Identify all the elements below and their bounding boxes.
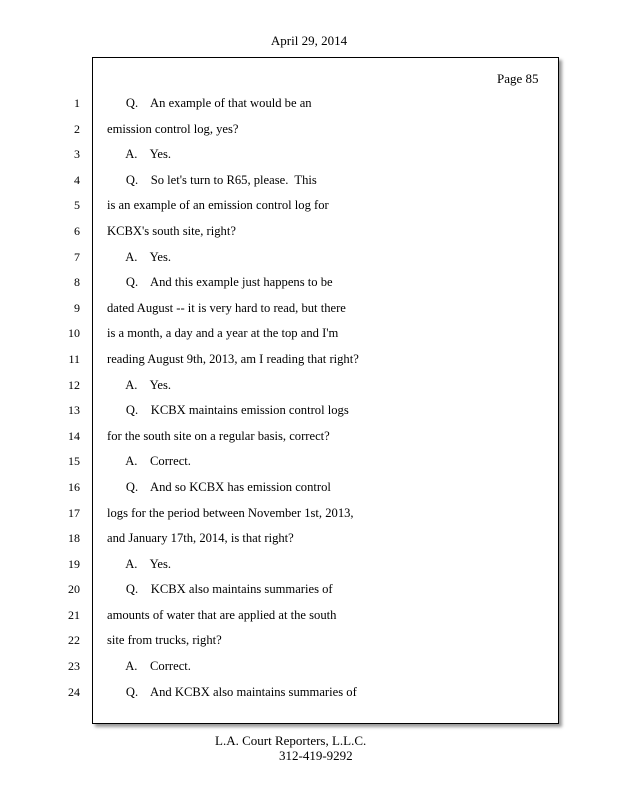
line-number: 11 (68, 351, 80, 366)
transcript-line: Q. And KCBX also maintains summaries of (107, 684, 357, 699)
line-number: 10 (68, 326, 80, 341)
page-number: Page 85 (497, 71, 539, 86)
transcript-line: site from trucks, right? (107, 633, 222, 648)
line-number: 5 (74, 198, 80, 213)
line-number: 17 (68, 505, 80, 520)
line-number: 7 (74, 249, 80, 264)
transcript-line: A. Yes. (107, 556, 172, 571)
line-number: 1 (74, 96, 80, 110)
line-number: 13 (68, 403, 80, 418)
transcript-line: dated August -- it is very hard to read, but there (107, 300, 346, 315)
transcript-line: Q. And this example just happens to be (107, 275, 333, 290)
transcript-body (107, 91, 547, 705)
transcript-line: KCBX's south site, right? (107, 223, 236, 238)
transcript-line: reading August 9th, 2013, am I reading that right? (107, 351, 359, 366)
line-number: 21 (68, 607, 80, 622)
line-number: 8 (74, 275, 80, 290)
line-number: 15 (68, 454, 80, 469)
line-number: 18 (68, 531, 80, 546)
transcript-line: amounts of water that are applied at the south (107, 607, 337, 622)
line-number: 2 (74, 121, 80, 136)
line-number: 3 (74, 147, 80, 162)
transcript-line: is a month, a day and a year at the top and I'm (107, 326, 339, 341)
transcript-line: Q. And so KCBX has emission control (107, 479, 331, 494)
transcript-line: Q. KCBX maintains emission control logs (107, 403, 349, 418)
footer-phone: 312-419-9292 (279, 748, 353, 763)
line-number: 20 (68, 582, 80, 597)
transcript-line: Q. KCBX also maintains summaries of (107, 582, 333, 597)
line-number-column (50, 91, 80, 705)
line-number: 9 (74, 300, 80, 315)
line-number: 24 (68, 684, 80, 699)
footer-company: L.A. Court Reporters, L.L.C. (215, 733, 367, 748)
line-number: 6 (74, 223, 80, 238)
transcript-line: for the south site on a regular basis, correct? (107, 428, 330, 443)
transcript-line: A. Yes. (107, 249, 172, 264)
line-number: 23 (68, 659, 80, 674)
transcript-line: emission control log, yes? (107, 121, 239, 136)
transcript-line: and January 17th, 2014, is that right? (107, 531, 294, 546)
line-number: 19 (68, 556, 80, 571)
transcript-line: A. Yes. (107, 377, 172, 392)
line-number: 22 (68, 633, 80, 648)
line-number: 14 (68, 428, 80, 443)
line-number: 16 (68, 479, 80, 494)
transcript-line: A. Yes. (107, 147, 172, 162)
transcript-line: logs for the period between November 1st, 2013, (107, 505, 354, 520)
transcript-line: Q. An example of that would be an (107, 96, 312, 110)
header-date: April 29, 2014 (270, 33, 348, 48)
transcript-line: A. Correct. (107, 659, 191, 674)
transcript-line: is an example of an emission control log for (107, 198, 329, 213)
transcript-line: Q. So let's turn to R65, please. This (107, 172, 317, 187)
transcript-line: A. Correct. (107, 454, 191, 469)
line-number: 12 (68, 377, 80, 392)
line-number: 4 (74, 172, 80, 187)
